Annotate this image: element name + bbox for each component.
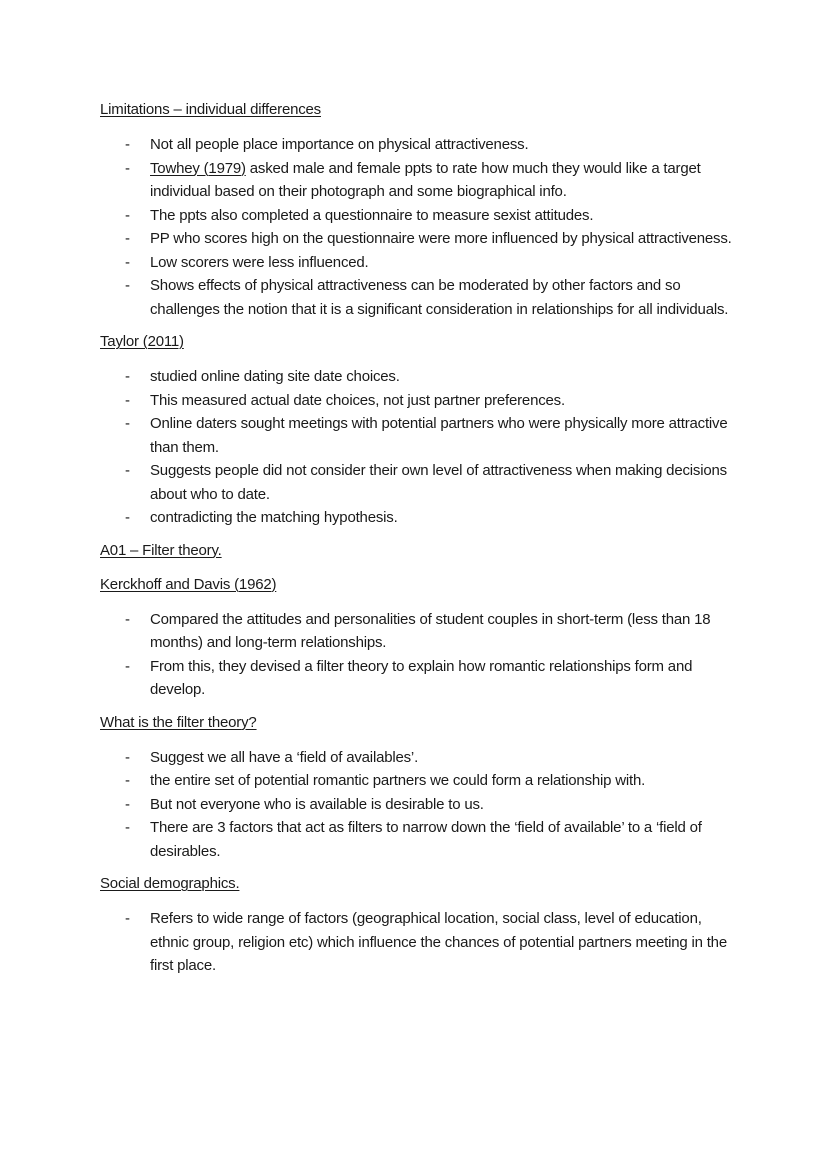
dash-bullet-icon: - [125, 819, 130, 836]
bullet-list-social-demographics [100, 907, 740, 978]
dash-bullet-icon: - [125, 772, 130, 789]
list-item: - But not everyone who is available is desirable to us. [100, 793, 740, 817]
list-item: - From this, they devised a filter theory to explain how romantic relationships form and develop. [100, 655, 740, 702]
bullet-list-limitations [100, 133, 740, 321]
section-heading-taylor: Taylor (2011) [100, 333, 184, 350]
list-item: - Compared the attitudes and personalities of student couples in short-term (less than 18 months) and long-term relationships. [100, 608, 740, 655]
list-item: - the entire set of potential romantic partners we could form a relationship with. [100, 769, 740, 793]
dash-bullet-icon: - [125, 136, 130, 153]
bullet-list-taylor [100, 365, 740, 530]
list-item: - Online daters sought meetings with potential partners who were physically more attractive than them. [100, 412, 740, 459]
dash-bullet-icon: - [125, 277, 130, 294]
bullet-list-kerckhoff-davis [100, 608, 740, 702]
citation-link: Towhey (1979) [150, 159, 246, 177]
dash-bullet-icon: - [125, 206, 130, 224]
list-item: - PP who scores high on the questionnaire were more influenced by physical attractiveness. [100, 227, 740, 251]
document-page [100, 99, 740, 988]
list-item: - There are 3 factors that act as filters to narrow down the ‘field of available’ to a ‘field of desirables. [100, 816, 740, 863]
dash-bullet-icon: - [125, 368, 130, 385]
section-heading-what-is-filter-theory: What is the filter theory? [100, 713, 257, 731]
list-item: - Low scorers were less influenced. [100, 251, 740, 275]
list-item: - Suggest we all have a ‘field of availables’. [100, 746, 740, 770]
dash-bullet-icon: - [125, 748, 130, 766]
section-heading-social-demographics: Social demographics. [100, 875, 240, 892]
dash-bullet-icon: - [125, 253, 130, 271]
section-heading-kerckhoff-davis: Kerckhoff and Davis (1962) [100, 575, 277, 593]
list-item: - contradicting the matching hypothesis. [100, 506, 740, 530]
section-heading-filter-theory: A01 – Filter theory. [100, 541, 222, 559]
section-heading-limitations: Limitations – individual differences [100, 101, 321, 118]
dash-bullet-icon: - [125, 159, 130, 177]
list-item: - This measured actual date choices, not just partner preferences. [100, 389, 740, 413]
dash-bullet-icon: - [125, 610, 130, 628]
list-item: - The ppts also completed a questionnaire to measure sexist attitudes. [100, 204, 740, 228]
list-item: - Refers to wide range of factors (geographical location, social class, level of education, ethnic group, religion etc) which influence the chances of potential partners meeting in the first place. [100, 907, 740, 978]
list-item: - Not all people place importance on physical attractiveness. [100, 133, 740, 157]
list-item: - Shows effects of physical attractiveness can be moderated by other factors and so challenges the notion that it is a significant consideration in relationships for all individuals. [100, 274, 740, 321]
list-item: - Towhey (1979) asked male and female ppts to rate how much they would like a target individual based on their photograph and some biographical info. [100, 157, 740, 204]
dash-bullet-icon: - [125, 415, 130, 432]
dash-bullet-icon: - [125, 230, 130, 247]
dash-bullet-icon: - [125, 657, 130, 675]
bullet-list-what-is-filter-theory [100, 746, 740, 864]
dash-bullet-icon: - [125, 462, 130, 479]
list-item: - Suggests people did not consider their own level of attractiveness when making decisions about who to date. [100, 459, 740, 506]
dash-bullet-icon: - [125, 910, 130, 927]
dash-bullet-icon: - [125, 391, 130, 409]
dash-bullet-icon: - [125, 509, 130, 526]
list-item: - studied online dating site date choices. [100, 365, 740, 389]
dash-bullet-icon: - [125, 795, 130, 813]
